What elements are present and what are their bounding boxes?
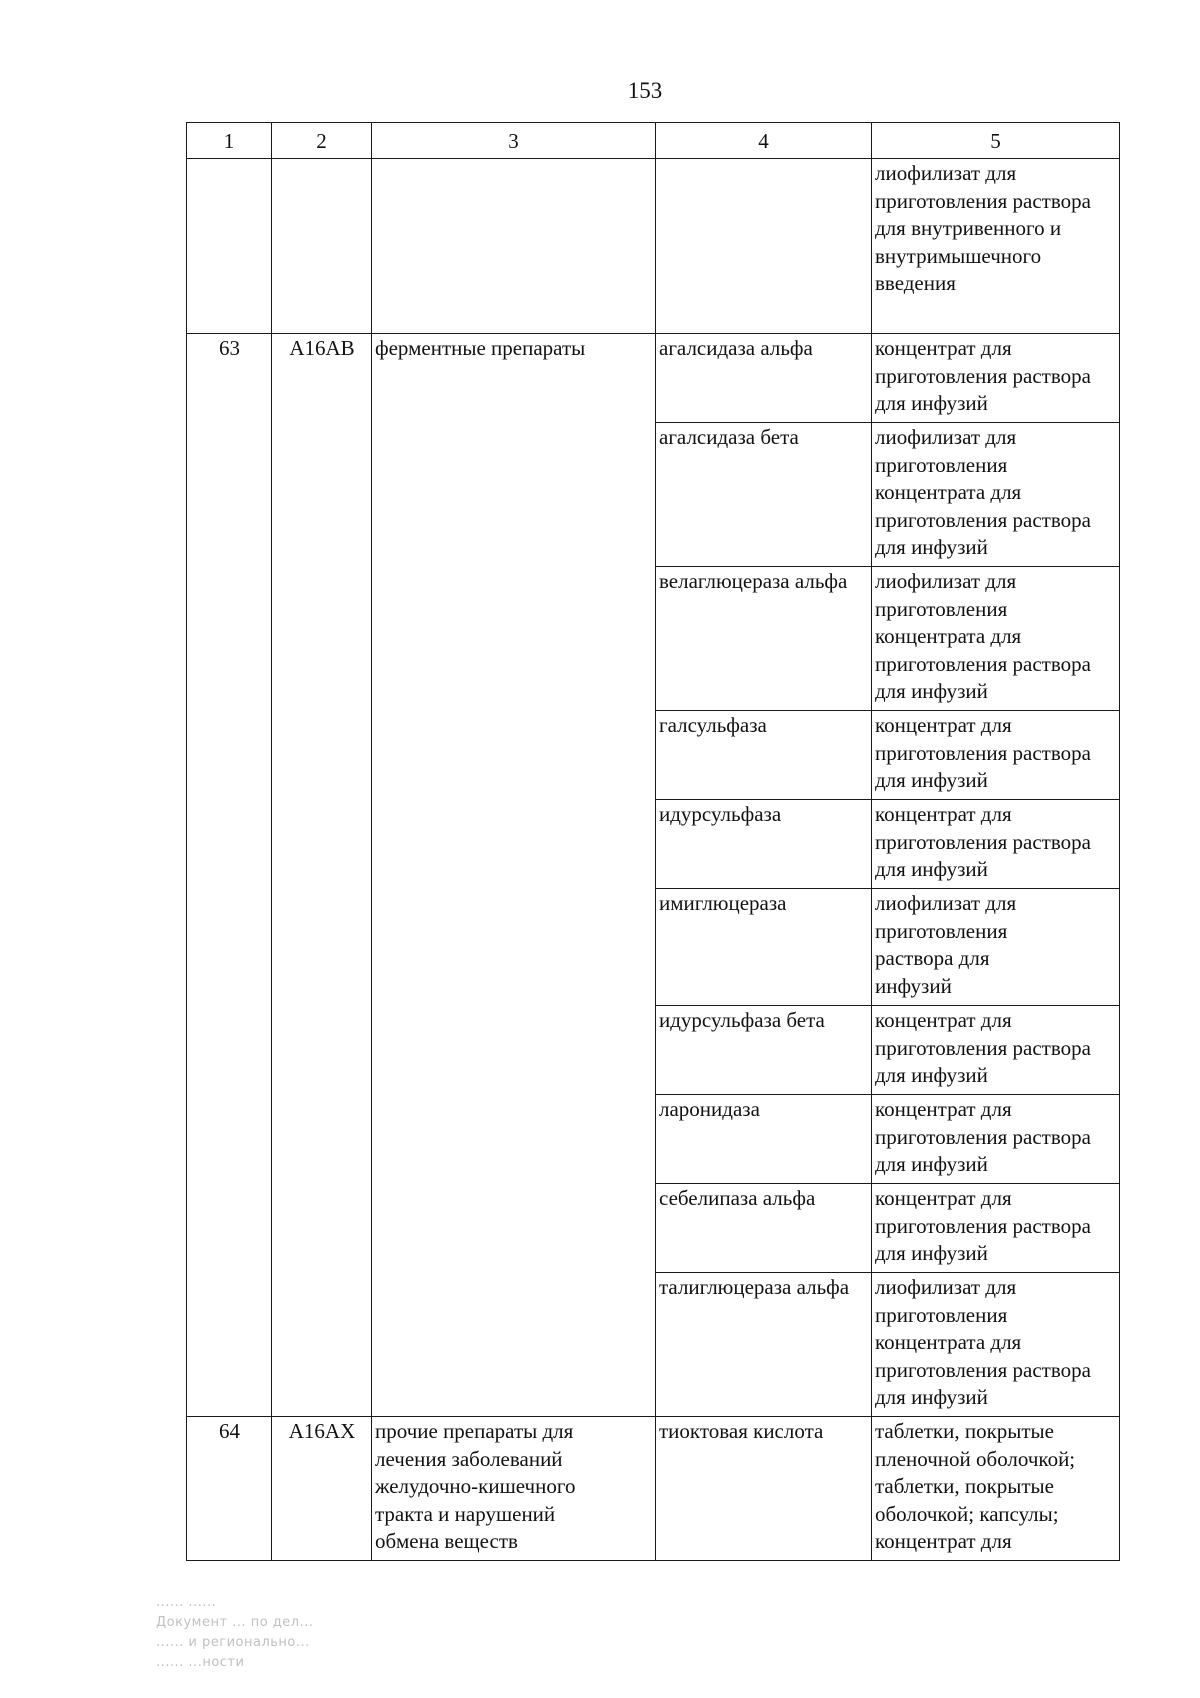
drug-name-cell: идурсульфаза xyxy=(656,800,872,889)
drug-name-cell: идурсульфаза бета xyxy=(656,1006,872,1095)
stamp-line: ...... ...... xyxy=(156,1595,217,1610)
table-row xyxy=(187,334,1120,423)
dosage-form-cell xyxy=(872,889,1120,1006)
drug-name-cell: тиоктовая кислота xyxy=(656,1417,872,1561)
drug-table xyxy=(186,122,1120,1561)
dosage-form-cell: лиофилизат для приготовления концентрата для приготовления раствора для инфузий xyxy=(872,567,1120,711)
table-row xyxy=(187,159,1120,334)
cont-group-cell xyxy=(372,159,656,334)
group-name-cell: ферментные препараты xyxy=(372,334,656,1417)
column-header-4: 4 xyxy=(656,123,872,159)
table-row xyxy=(187,1417,1120,1561)
dosage-form-cell: лиофилизат для приготовления концентрата для приготовления раствора для инфузий xyxy=(872,1273,1120,1417)
drug-name-cell: агалсидаза альфа xyxy=(656,334,872,423)
column-header-5: 5 xyxy=(872,123,1120,159)
dosage-form-cell: лиофилизат для приготовления концентрата для приготовления раствора для инфузий xyxy=(872,423,1120,567)
column-header-2: 2 xyxy=(272,123,372,159)
drug-name-cell: велаглюцераза альфа xyxy=(656,567,872,711)
stamp-line: ...... ...ности xyxy=(156,1655,245,1670)
drug-name-cell: имиглюцераза xyxy=(656,889,872,1006)
drug-name-cell: талиглюцераза альфа xyxy=(656,1273,872,1417)
faded-stamp xyxy=(156,1593,356,1673)
dosage-form-text: лиофилизат для приготовления раствора для инфузий xyxy=(875,891,1017,998)
drug-name-cell: галсульфаза xyxy=(656,711,872,800)
stamp-line: Документ ... по дел... xyxy=(156,1615,314,1630)
cont-drug-cell xyxy=(656,159,872,334)
drug-name-cell: себелипаза альфа xyxy=(656,1184,872,1273)
dosage-form-cell: концентрат для приготовления раствора для инфузий xyxy=(872,334,1120,423)
drug-name-cell: агалсидаза бета xyxy=(656,423,872,567)
row-number-cell: 63 xyxy=(187,334,272,1417)
table-header-row xyxy=(187,123,1120,159)
dosage-form-cell: концентрат для приготовления раствора для инфузий xyxy=(872,1095,1120,1184)
dosage-form-cell: лиофилизат для приготовления раствора для внутривенного и внутримышечного введения xyxy=(872,159,1120,334)
drug-name-cell: ларонидаза xyxy=(656,1095,872,1184)
row-number-cell: 64 xyxy=(187,1417,272,1561)
atc-code-cell: A16AB xyxy=(272,334,372,1417)
column-header-1: 1 xyxy=(187,123,272,159)
group-name-cell xyxy=(372,1417,656,1561)
dosage-form-cell: таблетки, покрытые пленочной оболочкой; таблетки, покрытые оболочкой; капсулы; концентрат для xyxy=(872,1417,1120,1561)
atc-code-cell: A16AX xyxy=(272,1417,372,1561)
dosage-form-cell: концентрат для приготовления раствора для инфузий xyxy=(872,1006,1120,1095)
stamp-line: ...... и регионально... xyxy=(156,1635,310,1650)
dosage-form-cell: концентрат для приготовления раствора для инфузий xyxy=(872,711,1120,800)
cont-code-cell xyxy=(272,159,372,334)
dosage-form-cell: концентрат для приготовления раствора для инфузий xyxy=(872,800,1120,889)
group-name-text: прочие препараты для лечения заболеваний желудочно-кишечного тракта и нарушений обмена веществ xyxy=(375,1419,576,1553)
page-number: 153 xyxy=(627,78,663,103)
dosage-form-cell: концентрат для приготовления раствора для инфузий xyxy=(872,1184,1120,1273)
cont-num-cell xyxy=(187,159,272,334)
column-header-3: 3 xyxy=(372,123,656,159)
